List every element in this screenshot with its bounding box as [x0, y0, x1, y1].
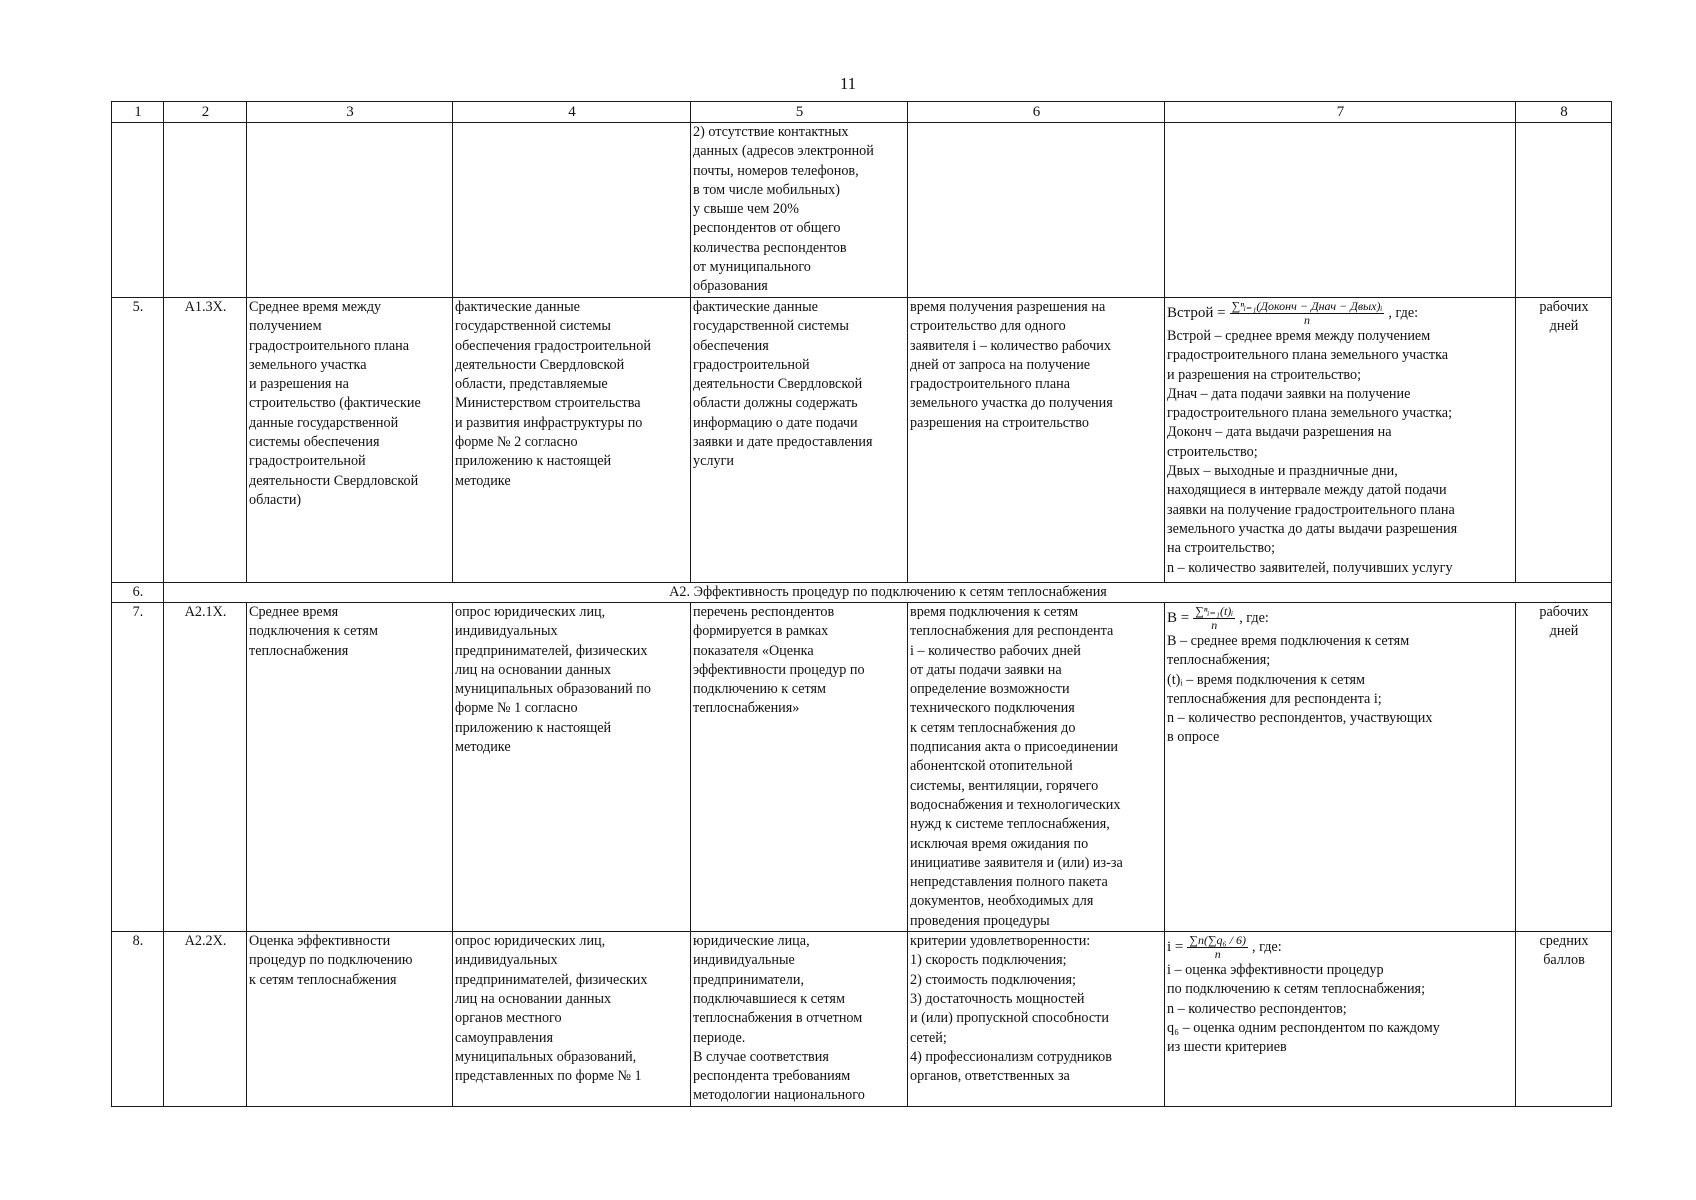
cell-empty [908, 123, 1165, 298]
section-title: А2. Эффективность процедур по подключению к сетям теплоснабжения [164, 583, 1612, 603]
header-row [112, 102, 1612, 123]
header-cell: 5 [691, 102, 908, 123]
calculation-method [1165, 298, 1516, 583]
table-row-continuation [112, 123, 1612, 298]
respondents: юридические лица, индивидуальные предприниматели, подключавшиеся к сетям теплоснабжения в отчетном периоде. В случае соответствия респондента требованиям методологии национального [691, 932, 908, 1107]
formula-where: , где: [1239, 609, 1269, 626]
formula-fraction [1230, 300, 1385, 327]
formula [1167, 934, 1282, 961]
indicator-name: Среднее время подключения к сетям теплоснабжения [247, 603, 453, 932]
cell-empty [247, 123, 453, 298]
formula-lhs: i = [1167, 938, 1184, 955]
cell-empty [453, 123, 691, 298]
header-cell: 4 [453, 102, 691, 123]
header-cell: 6 [908, 102, 1165, 123]
formula [1167, 300, 1418, 327]
header-cell: 8 [1516, 102, 1612, 123]
indicator-code: А1.3Х. [164, 298, 247, 583]
formula-where: , где: [1252, 938, 1282, 955]
indicator-name: Среднее время между получением градостроительного плана земельного участка и разрешения на строительство (фактические данные государственной системы обеспечения градостроительной деятельности Свердловской области) [247, 298, 453, 583]
unit: рабочих дней [1516, 298, 1612, 583]
definition: время подключения к сетям теплоснабжения для респондента i – количество рабочих дней от даты подачи заявки на определение возможности технического подключения к сетям теплоснабжения до подписания акта о присоединении абонентской отопительной системы, вентиляции, горячего водоснабжения и технологических нужд к системе теплоснабжения, исключая время ожидания по инициативе заявителя и (или) из-за непредставления полного пакета документов, необходимых для проведения процедуры [908, 603, 1165, 932]
header-cell: 2 [164, 102, 247, 123]
formula-fraction [1193, 605, 1235, 632]
formula-lhs: Встрой = [1167, 304, 1226, 321]
data-source: опрос юридических лиц, индивидуальных предпринимателей, физических лиц на основании данных органов местного самоуправления муниципальных образований, представленных по форме № 1 [453, 932, 691, 1107]
row-number: 7. [112, 603, 164, 932]
calculation-method [1165, 603, 1516, 932]
data-source: фактические данные государственной системы обеспечения градостроительной деятельности Свердловской области, представляемые Министерством строительства и развития инфраструктуры по форме № 2 согласно приложению к настоящей методике [453, 298, 691, 583]
respondents: перечень респондентов формируется в рамках показателя «Оценка эффективности процедур по подключению к сетям теплоснабжения» [691, 603, 908, 932]
table-row-8 [112, 932, 1612, 1107]
unit: средних баллов [1516, 932, 1612, 1107]
formula-where: , где: [1388, 304, 1419, 321]
method-text: В – среднее время подключения к сетям теплоснабжения; (t)ᵢ – время подключения к сетям теплоснабжения для респондента i; n – количество респондентов, участвующих в опросе [1167, 633, 1433, 746]
header-cell: 7 [1165, 102, 1516, 123]
row-number: 8. [112, 932, 164, 1107]
method-text: Встрой – среднее время между получением градостроительного плана земельного участка и разрешения на строительство; Днач – дата подачи заявки на получение градостроительного плана земельного участка; Доконч – дата выдачи разрешения на строительство; Двых – выходные и праздничные дни, находящиеся в интервале между датой подачи заявки на получение градостроительного плана земельного участка до даты выдачи разрешения на строительство; n – количество заявителей, получивших услугу [1167, 328, 1458, 576]
cell-empty [1516, 123, 1612, 298]
table-row-7 [112, 603, 1612, 932]
formula-denominator: n [1304, 313, 1311, 327]
formula-numerator: ∑ⁿᵢ₌₁(t)ᵢ [1195, 604, 1234, 618]
indicator-name: Оценка эффективности процедур по подключению к сетям теплоснабжения [247, 932, 453, 1107]
table-row-5 [112, 298, 1612, 583]
indicator-code: А2.1Х. [164, 603, 247, 932]
cell-empty [112, 123, 164, 298]
formula-numerator: ∑ⁿᵢ₌₁(Доконч − Днач − Двых)ᵢ [1231, 299, 1383, 313]
cell-respondents: 2) отсутствие контактных данных (адресов электронной почты, номеров телефонов, в том числе мобильных) у свыше чем 20% респондентов от общего количества респондентов от муниципального образования [691, 123, 908, 298]
data-source: опрос юридических лиц, индивидуальных предпринимателей, физических лиц на основании данных муниципальных образований по форме № 1 согласно приложению к настоящей методике [453, 603, 691, 932]
respondents: фактические данные государственной системы обеспечения градостроительной деятельности Свердловской области должны содержать информацию о дате подачи заявки и дате предоставления услуги [691, 298, 908, 583]
page-number: 11 [839, 74, 857, 93]
indicator-code: А2.2Х. [164, 932, 247, 1107]
row-number: 6. [112, 583, 164, 603]
definition: время получения разрешения на строительство для одного заявителя i – количество рабочих дней от запроса на получение градостроительного плана земельного участка до получения разрешения на строительство [908, 298, 1165, 583]
unit: рабочих дней [1516, 603, 1612, 932]
header-cell: 1 [112, 102, 164, 123]
formula-fraction [1187, 934, 1248, 961]
cell-empty [164, 123, 247, 298]
indicators-table [111, 101, 1612, 1107]
table-row-6-section [112, 583, 1612, 603]
formula-denominator: n [1214, 947, 1221, 962]
method-text: i – оценка эффективности процедур по подключению к сетям теплоснабжения; n – количество респондентов; q₆ – оценка одним респондентом по каждому из шести критериев [1167, 962, 1440, 1056]
formula [1167, 605, 1269, 632]
header-cell: 3 [247, 102, 453, 123]
row-number: 5. [112, 298, 164, 583]
definition: критерии удовлетворенности: 1) скорость подключения; 2) стоимость подключения; 3) достаточность мощностей и (или) пропускной способности сетей; 4) профессионализм сотрудников органов, ответственных за [908, 932, 1165, 1107]
formula-numerator: ∑n(∑q₆ / 6) [1189, 933, 1246, 948]
calculation-method [1165, 932, 1516, 1107]
formula-denominator: n [1211, 618, 1218, 632]
cell-empty [1165, 123, 1516, 298]
formula-lhs: В = [1167, 609, 1190, 626]
